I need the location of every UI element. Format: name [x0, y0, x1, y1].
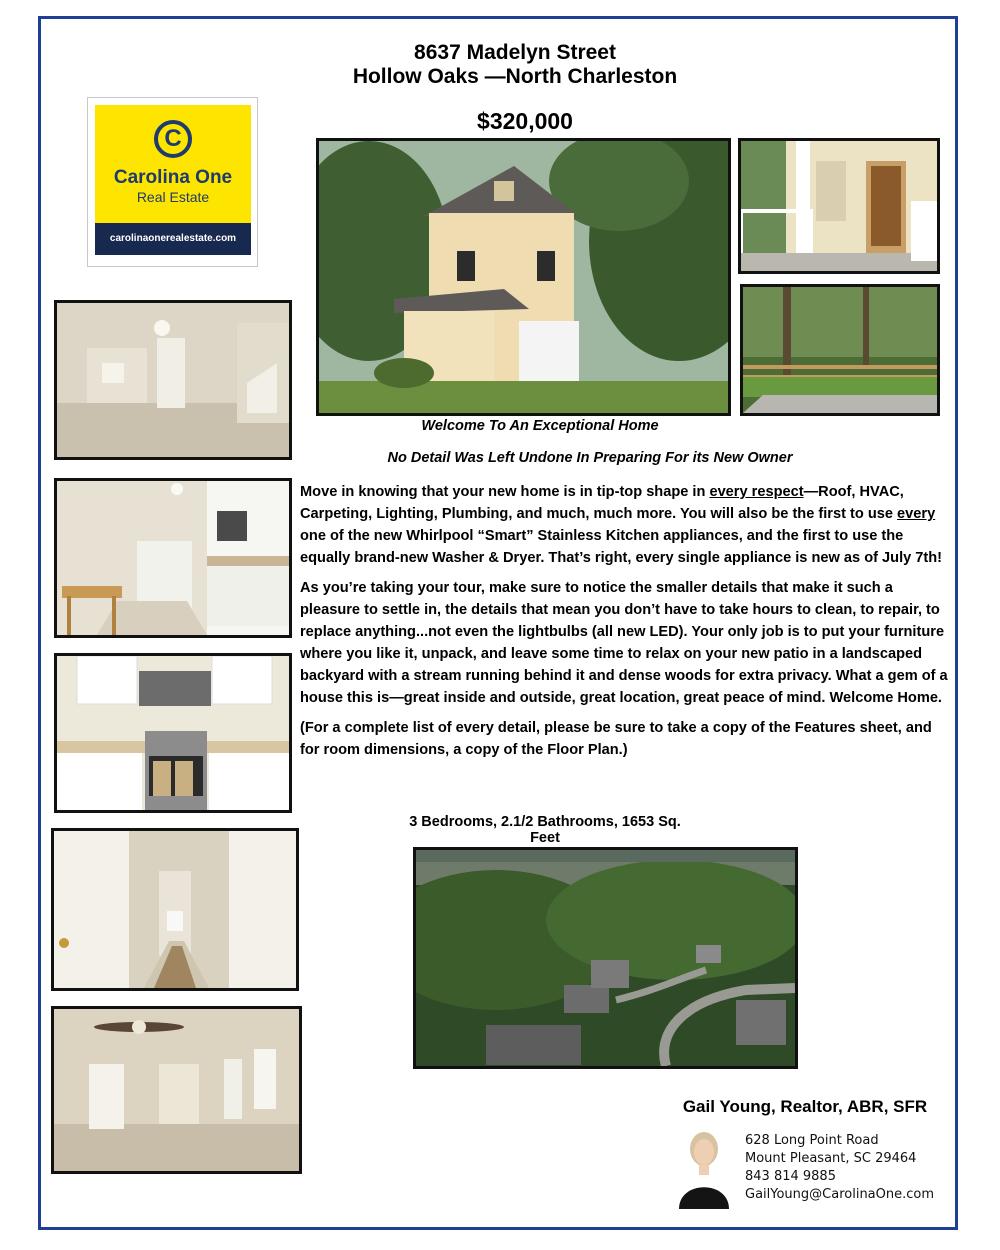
paragraph-2: As you’re taking your tour, make sure to notice the smaller details that make it such a pleasure to settle in, the details that mean you don’t have to take hours to clean, to repair, to replace anything...not even the lightbulbs (all new LED). Your only job is to put your furniture where you like it, unpack, and leave some time to relax on your new patio in a landscaped backyard with a stream running behind it and dense woods for extra privacy. What a gem of a house this is—great inside and outside, great location, great peace of mind. Welcome Home. [300, 580, 948, 706]
carolina-one-logo [87, 97, 258, 267]
kitchen-stove-photo [54, 653, 292, 813]
bedroom-photo [51, 1006, 302, 1174]
kitchen-photo [54, 478, 292, 638]
logo-website: carolinaonerealestate.com [95, 223, 251, 255]
backyard-photo [740, 284, 940, 416]
aerial-photo [413, 847, 798, 1069]
agent-address-line1: 628 Long Point Road [745, 1133, 879, 1148]
listing-street: 8637 Madelyn Street [414, 41, 616, 64]
paragraph-1: Move in knowing that your new home is in tip-top shape in every respect—Roof, HVAC, Carpeting, Lighting, Plumbing, and much, much more. You will also be the first to use every one of the new Whirlpool “Smart” Stainless Kitchen appliances, and the first to use the equally brand-new Washer & Dryer. That’s right, every single appliance is new as of July 7th! [300, 484, 943, 566]
house-front-photo [316, 138, 731, 416]
agent-contact [745, 1132, 934, 1204]
hallway-photo [51, 828, 299, 991]
front-porch-photo [738, 138, 940, 274]
property-stats: 3 Bedrooms, 2.1/2 Bathrooms, 1653 Sq. Feet [409, 814, 681, 846]
copyright-c-icon: C [154, 120, 192, 158]
tagline: Welcome To An Exceptional Home [421, 418, 659, 434]
paragraph-3: (For a complete list of every detail, please be sure to take a copy of the Features sheet, and for room dimensions, a copy of the Floor Plan.) [300, 720, 932, 758]
listing-neighborhood: Hollow Oaks —North Charleston [352, 65, 678, 88]
logo-company-sub: Real Estate [136, 189, 210, 205]
living-room-photo [54, 300, 292, 460]
description [300, 481, 952, 769]
agent-email: GailYoung@CarolinaOne.com [745, 1187, 935, 1202]
agent-name: Gail Young, Realtor, ABR, SFR [682, 1097, 928, 1116]
subtagline: No Detail Was Left Undone In Preparing For its New Owner [387, 450, 793, 466]
listing-price: $320,000 [477, 108, 573, 134]
agent-photo [674, 1125, 734, 1209]
agent-address-line2: Mount Pleasant, SC 29464 [745, 1151, 917, 1166]
logo-panel [95, 105, 251, 223]
logo-company-name: Carolina One [113, 167, 233, 188]
agent-phone: 843 814 9885 [745, 1169, 836, 1184]
